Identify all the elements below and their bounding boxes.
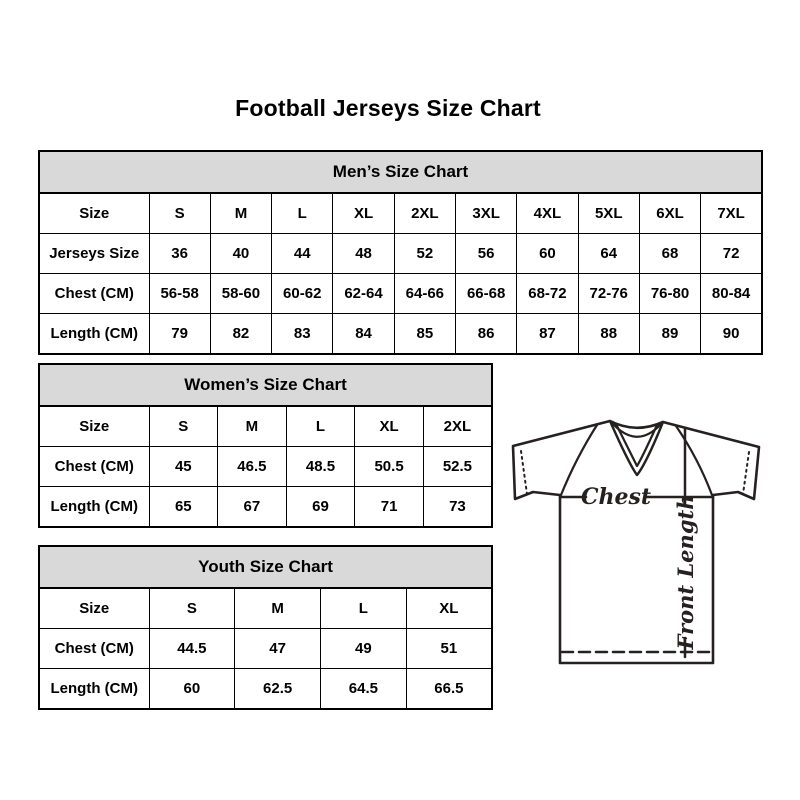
value-cell: 64-66 [394, 274, 455, 314]
womens-size-table [38, 363, 493, 528]
value-cell: 50.5 [355, 447, 424, 487]
value-cell: 6XL [639, 193, 700, 234]
value-cell: M [218, 406, 287, 447]
value-cell: 66.5 [406, 669, 492, 710]
value-cell: 62.5 [235, 669, 321, 710]
value-cell: 68-72 [517, 274, 578, 314]
value-cell: XL [406, 588, 492, 629]
value-cell: 83 [272, 314, 333, 355]
value-cell: S [149, 193, 210, 234]
value-cell: 72 [701, 234, 762, 274]
row-label-cell: Chest (CM) [39, 274, 149, 314]
value-cell: 82 [210, 314, 271, 355]
value-cell: 60 [517, 234, 578, 274]
value-cell: 44.5 [149, 629, 235, 669]
row-label-cell: Size [39, 193, 149, 234]
value-cell: 2XL [423, 406, 492, 447]
table-row [39, 629, 492, 669]
value-cell: 56 [455, 234, 516, 274]
value-cell: 58-60 [210, 274, 271, 314]
value-cell: 48.5 [286, 447, 355, 487]
table-row [39, 447, 492, 487]
value-cell: 5XL [578, 193, 639, 234]
value-cell: 72-76 [578, 274, 639, 314]
jersey-outline [513, 421, 759, 663]
value-cell: 51 [406, 629, 492, 669]
value-cell: 56-58 [149, 274, 210, 314]
value-cell: 65 [149, 487, 218, 528]
value-cell: 84 [333, 314, 394, 355]
value-cell: 69 [286, 487, 355, 528]
value-cell: L [286, 406, 355, 447]
jersey-right-sleeve-seam [676, 426, 712, 495]
value-cell: 47 [235, 629, 321, 669]
table-row [39, 669, 492, 710]
table-row [39, 588, 492, 629]
table-row [39, 487, 492, 528]
table-row [39, 193, 762, 234]
jersey-left-cuff-stitch-line [521, 451, 527, 494]
value-cell: 71 [355, 487, 424, 528]
table-row [39, 274, 762, 314]
value-cell: 79 [149, 314, 210, 355]
value-cell: 73 [423, 487, 492, 528]
value-cell: XL [333, 193, 394, 234]
row-label-cell: Chest (CM) [39, 629, 149, 669]
value-cell: 64 [578, 234, 639, 274]
row-label-cell: Length (CM) [39, 669, 149, 710]
value-cell: 48 [333, 234, 394, 274]
row-label-cell: Chest (CM) [39, 447, 149, 487]
table-header-row [39, 151, 762, 193]
front-length-label: Front Length [673, 494, 698, 650]
value-cell: 87 [517, 314, 578, 355]
value-cell: 45 [149, 447, 218, 487]
table-title: Women’s Size Chart [39, 364, 492, 406]
table-title: Men’s Size Chart [39, 151, 762, 193]
value-cell: 3XL [455, 193, 516, 234]
value-cell: XL [355, 406, 424, 447]
jersey-measurement-diagram [500, 400, 780, 690]
value-cell: 52.5 [423, 447, 492, 487]
value-cell: L [272, 193, 333, 234]
value-cell: 52 [394, 234, 455, 274]
page-title: Football Jerseys Size Chart [235, 95, 541, 121]
value-cell: 88 [578, 314, 639, 355]
value-cell: 2XL [394, 193, 455, 234]
table-row [39, 314, 762, 355]
value-cell: 90 [701, 314, 762, 355]
value-cell: 66-68 [455, 274, 516, 314]
value-cell: 60-62 [272, 274, 333, 314]
value-cell: 64.5 [321, 669, 407, 710]
value-cell: 86 [455, 314, 516, 355]
youth-size-table [38, 545, 493, 710]
value-cell: 85 [394, 314, 455, 355]
value-cell: S [149, 406, 218, 447]
value-cell: 76-80 [639, 274, 700, 314]
table-row [39, 234, 762, 274]
value-cell: 44 [272, 234, 333, 274]
value-cell: 7XL [701, 193, 762, 234]
row-label-cell: Length (CM) [39, 487, 149, 528]
table-row [39, 406, 492, 447]
row-label-cell: Jerseys Size [39, 234, 149, 274]
value-cell: 62-64 [333, 274, 394, 314]
value-cell: 80-84 [701, 274, 762, 314]
value-cell: M [210, 193, 271, 234]
value-cell: 68 [639, 234, 700, 274]
value-cell: 4XL [517, 193, 578, 234]
value-cell: 49 [321, 629, 407, 669]
table-title: Youth Size Chart [39, 546, 492, 588]
value-cell: 89 [639, 314, 700, 355]
mens-size-table [38, 150, 763, 355]
value-cell: M [235, 588, 321, 629]
table-header-row [39, 546, 492, 588]
row-label-cell: Size [39, 406, 149, 447]
jersey-right-cuff-stitch-line [743, 452, 749, 494]
value-cell: 40 [210, 234, 271, 274]
row-label-cell: Length (CM) [39, 314, 149, 355]
value-cell: S [149, 588, 235, 629]
value-cell: L [321, 588, 407, 629]
value-cell: 46.5 [218, 447, 287, 487]
table-header-row [39, 364, 492, 406]
jersey-diagram-svg [500, 400, 780, 690]
value-cell: 67 [218, 487, 287, 528]
row-label-cell: Size [39, 588, 149, 629]
chest-label: Chest [580, 484, 652, 510]
value-cell: 60 [149, 669, 235, 710]
value-cell: 36 [149, 234, 210, 274]
